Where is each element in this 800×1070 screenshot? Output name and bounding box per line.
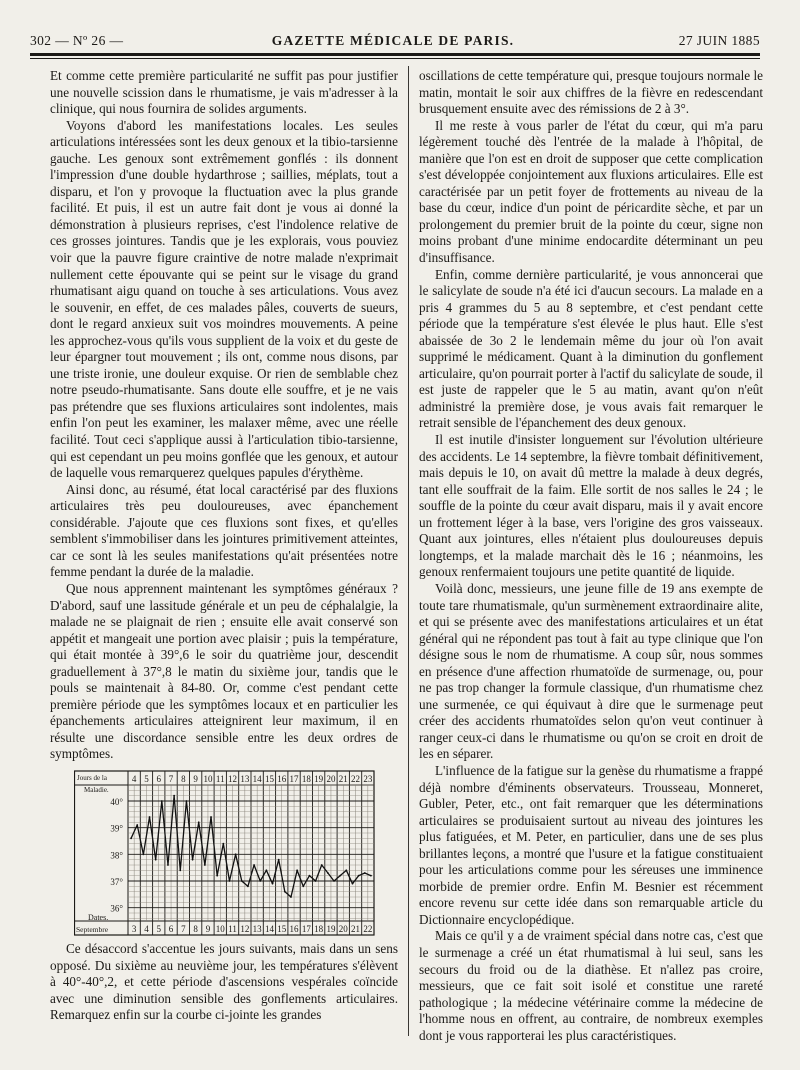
temperature-point [241,880,243,882]
temperature-point [192,859,194,861]
days-row-label-2: Maladie. [84,785,109,794]
temperature-point [222,843,224,845]
paragraph: Ce désaccord s'accentue les jours suivants, mais dans un sens opposé. Du sixième au neuvième jour, les températures s'élèvent à 40°-40°,2, et cette période d'ascensions vespérales coïncide avec une diminution sensible des gonflements articulaires. Remarquez enfin sur la courbe ci-jointe les grandes [50,940,398,1023]
paragraph: Mais ce qu'il y a de vraiment spécial dans notre cas, c'est que le surmenage a créé un état rhumatismal à lui seul, sans les secours du froid ou de la diathèse. Et n'allez pas croire, messieurs, que ce fait soit isolé et constitue une rareté pathologique ; la médecine vétérinaire comme la médecine de l'homme nous en offrent, au contraire, de nombreux exemples dont je vous rapporterai les plus caractéristiques. [419,928,763,1043]
day-label: 19 [314,773,324,784]
temperature-point [327,872,329,874]
paragraph: Et comme cette première particularité ne suffit pas pour justifier une nouvelle scission dans le rhumatisme, je vais m'adresser à la clinique, qui nous fournira de solides arguments. [50,68,398,117]
day-label: 9 [193,773,198,784]
date-label: 10 [215,923,225,934]
temperature-point [210,816,212,818]
temperature-point [198,821,200,823]
temperature-point [345,869,347,871]
day-label: 20 [326,773,336,784]
day-label: 13 [240,773,250,784]
days-row-label: Jours de la [77,773,107,782]
temperature-point [235,853,237,855]
paragraph: Enfin, comme dernière particularité, je vous annoncerai que le salicylate de soude n'a été ici d'aucun secours. La malade en a pris 4 grammes du 5 au 8 septembre, et c'est pendant cette période que la température s'est élevée le plus haut. Elle s'est abaissée de 3o 2 le lendemain même du jour où l'on avait supprimé le médicament. Quant à la diminution du gonflement articulaire, qu'on pourrait porter à l'actif du salicylate de soude, il est juste de rappeler que le 5 au matin, avant qu'on n'eût administré la première dose, je vous avais fait remarquer le retrait sensible de l'épanchement des deux genoux. [419,266,763,431]
temperature-point [358,875,360,877]
temperature-point [265,869,267,871]
temperature-point [155,859,157,861]
temperature-point [333,880,335,882]
date-label: 4 [144,923,149,934]
temperature-point [161,800,163,802]
date-label: 17 [301,923,311,934]
temperature-point [173,795,175,797]
column-divider [408,66,409,1036]
date-label: 14 [264,923,274,934]
temperature-point [259,880,261,882]
date-label: 16 [289,923,299,934]
day-label: 17 [289,773,299,784]
date-label: 8 [193,923,198,934]
day-label: 23 [363,773,373,784]
page-number: 302 — Nº 26 — [30,33,124,48]
day-label: 11 [215,773,225,784]
page-header [26,33,760,55]
date-label: 21 [351,923,361,934]
right-column [419,68,763,1044]
paragraph: L'influence de la fatigue sur la genèse du rhumatisme a frappé déjà nombre d'éminents observateurs. Trousseau, Monneret, Gubler, Peter, etc., ont fait remarquer que les déterminations articulaires se produisaient surtout au niveau des jointures les plus fatiguées, et M. Peter, en particulier, dans une de ses plus brillantes leçons, a montré que l'usure et la fatigue constituaient pour les articulations comme pour les séreuses une imminence morbide de premier ordre. Enfin M. Besnier est récemment encore revenu sur cette idée dans son remarquable article du Dictionnaire encyclopédique. [419,762,763,927]
temperature-point [370,875,372,877]
date-label: 5 [156,923,161,934]
y-tick-label: 38° [110,850,123,861]
dates-row-label-2: Septembre [76,924,109,934]
paragraph: Il est inutile d'insister longuement sur l'évolution ultérieure des accidents. Le 14 septembre, la fièvre tombait définitivement, mais depuis le 10, on avait dû mettre la malade à deux degrés, tant elle souffrait de la faim. Elle sortit de nos salles le 24 ; le souffle de la pointe du cœur avait disparu, mais il y avait encore un frottement léger à la base, vers l'origine des gros vaisseaux. Quant aux jointures, elles n'étaient plus douloureuses depuis longtemps, et la malade marchait dès le 16 ; néanmoins, les genoux renfermaient toujours une petite quantité de liquide. [419,432,763,580]
paragraph: Voilà donc, messieurs, une jeune fille de 19 ans exempte de toute tare rhumatismale, qu'un surmènement extraordinaire alite, et qui se présente avec des manifestations articulaires et un état général qui ne répondent pas tout à fait au type clinique que l'on désigne sous le nom de rhumatisme. A coup sûr, nous sommes en présence d'une affection rhumatoïde de surmenage, ou, pour ne pas trop changer la formule classique, d'un rhumatisme chez une surmenée, ce qui équivaut à dire que le surmenage peut créer des accidents rhumatoïdes selon qu'on veut continuer à ranger ceux-ci dans le rhumatisme ou qu'on se croit en droit de les en séparer. [419,580,763,762]
date-label: 11 [228,923,237,934]
temperature-point [309,875,311,877]
temperature-point [315,880,317,882]
paragraph: Voyons d'abord les manifestations locales. Les seules articulations intéressées sont les deux genoux et la tibio-tarsienne gauche. Les genoux sont extrêmement gonflés : ils donnent l'impression d'une double hydarthrose ; saillies, méplats, tout a disparu, et l'on y provoque la fluctuation avec la plus grande facilité. Et puis, il est un autre fait dont je vous ai donné la démonstration à plusieurs reprises, c'est l'indolence relative de ces grosses jointures. Tandis que je les explorais, vous pouviez voir que la pauvre figure craintive de notre malade n'exprimait nullement cette épouvante qui se peint sur le visage du grand rhumatisant aigu quand on touche à ses articulations. Vous avez le souvenir, en effet, de ces malades pâles, couverts de sueurs, dont le regard anxieux suit vos moindres mouvements. A peine les approchez-vous qu'ils vous supplient de la voix et du geste de leur épargner tout mouvement ; ils ont, comme nous disons, par une triste ironie, une douleur exquise. Or rien de semblable chez notre pseudo-rhumatisante. Sans doute elle souffre, et je ne vais pas prétendre que ses fluxions articulaires sont indolentes, mais enfin l'on peut les examiner, les malaxer même, avec une réelle facilité. Tout ceci s'applique aussi à l'articulation tibio-tarsienne, qui est cependant un peu moins gonflée que les genoux, et autour de laquelle vous remarquerez quelques papules d'érythème. [50,117,398,481]
day-label: 7 [168,773,174,784]
temperature-point [296,869,298,871]
date-label: 19 [326,923,336,934]
temperature-point [136,824,138,826]
date-label: 9 [205,923,211,934]
temperature-point [130,837,132,839]
date-label: 18 [314,923,324,934]
date-label: 13 [252,923,262,934]
paragraph: Il me reste à vous parler de l'état du cœur, qui m'a paru légèrement touché dès l'entrée de la malade à l'hôpital, de manière que l'on est en droit de supposer que cette complication s'est développée conjointement aux fluxions articulaires. Elle est caractérisée par un petit foyer de frottements au niveau de la base du cœur, indice d'un point de péricardite sèche, et par un prolongement du premier bruit de la pointe du cœur, signe non moins probant d'une minime endocardite déterminant un peu d'insuffisance. [419,117,763,266]
temperature-point [253,864,255,866]
date-label: 3 [131,923,137,934]
temperature-point [284,891,286,893]
paragraph: Ainsi donc, au résumé, état local caractérisé par des fluxions articulaires très peu douloureuses, avec épanchement considérable. J'ajoute que ces fluxions sont fixes, et qu'elles semblent s'immobiliser dans les jointures primitivement atteintes, car ce sont là les seules manifestations qu'ait présentées notre femme pendant la durée de la maladie. [50,481,398,580]
day-label: 15 [264,773,274,784]
temperature-point [364,872,366,874]
date-label: 7 [181,923,186,934]
day-label: 21 [338,773,348,784]
temperature-point [352,883,354,885]
temperature-point [204,864,206,866]
date-label: 6 [168,923,174,934]
date-label: 22 [363,923,373,934]
temperature-point [216,875,218,877]
day-label: 18 [301,773,311,784]
temperature-point [229,880,231,882]
date-label: 12 [240,923,250,934]
day-label: 10 [203,773,213,784]
header-rule-thin [30,58,760,59]
issue-date: 27 JUIN 1885 [678,33,760,48]
temperature-point [179,869,181,871]
y-tick-label: 37° [110,876,123,887]
date-label: 15 [277,923,287,934]
left-column [50,68,398,1024]
temperature-point [149,816,151,818]
temperature-point [290,896,292,898]
day-label: 14 [252,773,262,784]
temperature-point [142,853,144,855]
temperature-chart [74,769,378,937]
temperature-point [167,864,169,866]
temperature-point [302,885,304,887]
header-rule [30,53,760,56]
day-label: 8 [181,773,186,784]
paragraph: oscillations de cette température qui, presque toujours normale le matin, montait le soir aux chiffres de la fièvre en redescendant brusquement ensuite avec des rémissions de 2 à 3°. [419,68,763,117]
y-tick-label: 36° [110,903,123,914]
day-label: 16 [277,773,287,784]
day-label: 5 [144,773,149,784]
journal-title: GAZETTE MÉDICALE DE PARIS. [271,33,515,48]
day-label: 12 [228,773,238,784]
temperature-point [278,859,280,861]
date-label: 20 [338,923,348,934]
temperature-point [321,864,323,866]
temperature-point [339,875,341,877]
day-label: 4 [131,773,137,784]
temperature-point [186,800,188,802]
temperature-point [247,885,249,887]
day-label: 22 [351,773,361,784]
paragraph: Que nous apprennent maintenant les symptômes généraux ? D'abord, sauf une lassitude générale et un peu de céphalalgie, la malade ne se plaignait de rien ; ensuite elle avait conservé son appétit et mangeait une portion avec plaisir ; puis la température, qui était montée à 39°,6 le soir du quatrième jour, descendit graduellement à 37°,8 le matin du sixième jour, tandis que le pouls se maintenait à 84-80. Or, comme c'est pendant cette première période que les symptômes locaux et en particulier les épanchements articulaires atteignirent leur maximum, il en résulte une discordance sensible entre les deux ordres de symptômes. [50,580,398,762]
temperature-point [272,883,274,885]
temperature-chart-svg [74,769,378,937]
y-tick-label: 39° [110,823,123,834]
day-label: 6 [156,773,161,784]
y-tick-label: 40° [110,796,123,807]
dates-row-label: Dates. [88,912,109,922]
